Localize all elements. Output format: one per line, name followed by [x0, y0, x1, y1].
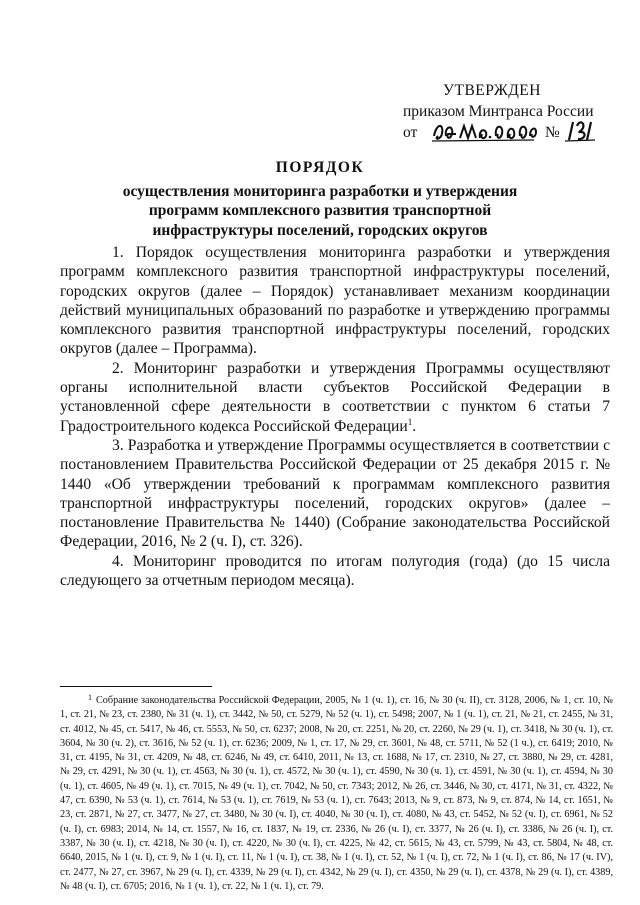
from-label: от [403, 124, 418, 141]
document-body [60, 243, 610, 590]
footnote [60, 694, 613, 894]
approval-block [385, 80, 620, 146]
number-sign: № [545, 124, 560, 141]
footnote-text: Собрание законодательства Российской Федерации, 2005, № 1 (ч. 1), ст. 16, № 30 (ч. II), ст. 3128, 2006, № 1, ст. 10, № 1, ст. 21, № 23, ст. 2380, № 31 (ч. 1), ст. 3442, № 50, ст. 5279, № 52 (ч. 1), ст. 5498; 2007, № 1 (ч. 1), ст. 21, № 21, ст. 2455, № 31, ст. 4012, № 45, ст. 5417, № 46, ст. 5553, № 50, ст. 6237; 2008, № 20, ст. 2251, № 20, ст. 2260, № 29 (ч. 1), ст. 3418, № 30 (ч. 1), ст. 3604, № 30 (ч. 2), ст. 3616, № 52 (ч. 1), ст. 6236; 2009, № 1, ст. 17, № 29, ст. 3601, № 48, ст. 5711, № 52 (1 ч.), ст. 6419; 2010, № 31, ст. 4195, № 31, ст. 4209, № 48, ст. 6246, № 49, ст. 6410, 2011, № 13, ст. 1688, № 17, ст. 2310, № 27, ст. 3880, № 29, ст. 4281, № 29, ст. 4291, № 30 (ч. 1), ст. 4563, № 30 (ч. 1), ст. 4572, № 30 (ч. 1), ст. 4590, № 30 (ч. 1), ст. 4591, № 30 (ч. 1), ст. 4594, № 30 (ч. 1), ст. 4605, № 49 (ч. 1), ст. 7015, № 49 (ч. 1), ст. 7042, № 50, ст. 7343; 2012, № 26, ст. 3446, № 30, ст. 4171, № 31, ст. 4322, № 47, ст. 6390, № 53 (ч. 1), ст. 7614, № 53 (ч. 1), ст. 7619, № 53 (ч. 1), ст. 7643; 2013, № 9, ст. 873, № 9, ст. 874, № 14, ст. 1651, № 23, ст. 2871, № 27, ст. 3477, № 27, ст. 3480, № 30 (ч. I), ст. 4040, № 30 (ч. I), ст. 4080, № 43, ст. 5452, № 52 (ч. I), ст. 6961, № 52 (ч. I), ст. 6983; 2014, № 14, ст. 1557, № 16, ст. 1837, № 19, ст. 2336, № 26 (ч. I), ст. 3377, № 26 (ч. I), ст. 3386, № 26 (ч. I), ст. 3387, № 30 (ч. I), ст. 4218, № 30 (ч. I), ст. 4220, № 30 (ч. I), ст. 4225, № 42, ст. 5615, № 43, ст. 5799, № 43, ст. 5804, № 48, ст. 6640, 2015, № 1 (ч. I), ст. 9, № 1 (ч. I), ст. 11, № 1 (ч. I), ст. 38, № 1 (ч. I), ст. 52, № 1 (ч. I), ст. 72, № 1 (ч. I), ст. 86, № 17 (ч. IV), ст. 2477, № 27, ст. 3967, № 29 (ч. I), ст. 4339, № 29 (ч. I), ст. 4342, № 29 (ч. I), ст. 4350, № 29 (ч. I), ст. 4378, № 29 (ч. I), ст. 4389, № 48 (ч. I), ст. 6705; 2016, № 1 (ч. 1), ст. 22, № 1 (ч. 1), ст. 79. [60, 695, 613, 892]
order-label: приказом Минтранса России [403, 103, 594, 120]
approved-label: УТВЕРЖДЕН [443, 82, 541, 99]
paragraph-3: 3. Разработка и утверждение Программы осуществляется в соответствии с постановлением Правительства Российской Федерации от 25 декабря 2015 г. № 1440 «Об утверждении требований к программам комплексного развития транспортной инфраструктуры поселений, городских округов» (далее – постановление Правительства № 1440) (Собрание законодательства Российской Федерации, 2016, № 2 (ч. I), ст. 326). [60, 436, 610, 551]
handwritten-number [565, 116, 595, 144]
footnote-mark: 1 [88, 693, 92, 702]
paragraph-2: 2. Мониторинг разработки и утверждения Программы осуществляют органы исполнительной власти субъектов Российской Федерации в установленной сфере деятельности в соответствии с пунктом 6 статьи 7 Градостроительного кодекса Российской Федерации$^1$. [60, 359, 610, 435]
order-date-line [385, 122, 620, 146]
document-title [100, 158, 540, 240]
handwritten-date [430, 116, 540, 144]
paragraph-1: 1. Порядок осуществления мониторинга разработки и утверждения программ комплексного развития транспортной инфраструктуры поселений, городских округов (далее – Порядок) устанавливает механизм координации действий муниципальных образований по разработке и утверждению программы комплексного развития транспортной инфраструктуры поселений, городских округов (далее – Программа). [60, 244, 610, 358]
paragraph-4: 4. Мониторинг проводится по итогам полугодия (года) (до 15 числа следующего за отчетным периодом месяца). [60, 552, 610, 590]
footnote-ref: 1 [407, 416, 413, 427]
title-main: ПОРЯДОК [275, 159, 365, 176]
footnote-divider [60, 686, 212, 687]
title-subtitle: осуществления мониторинга разработки и утверждения программ комплексного развития транспортной инфраструктуры поселений, городских округов [122, 182, 518, 239]
